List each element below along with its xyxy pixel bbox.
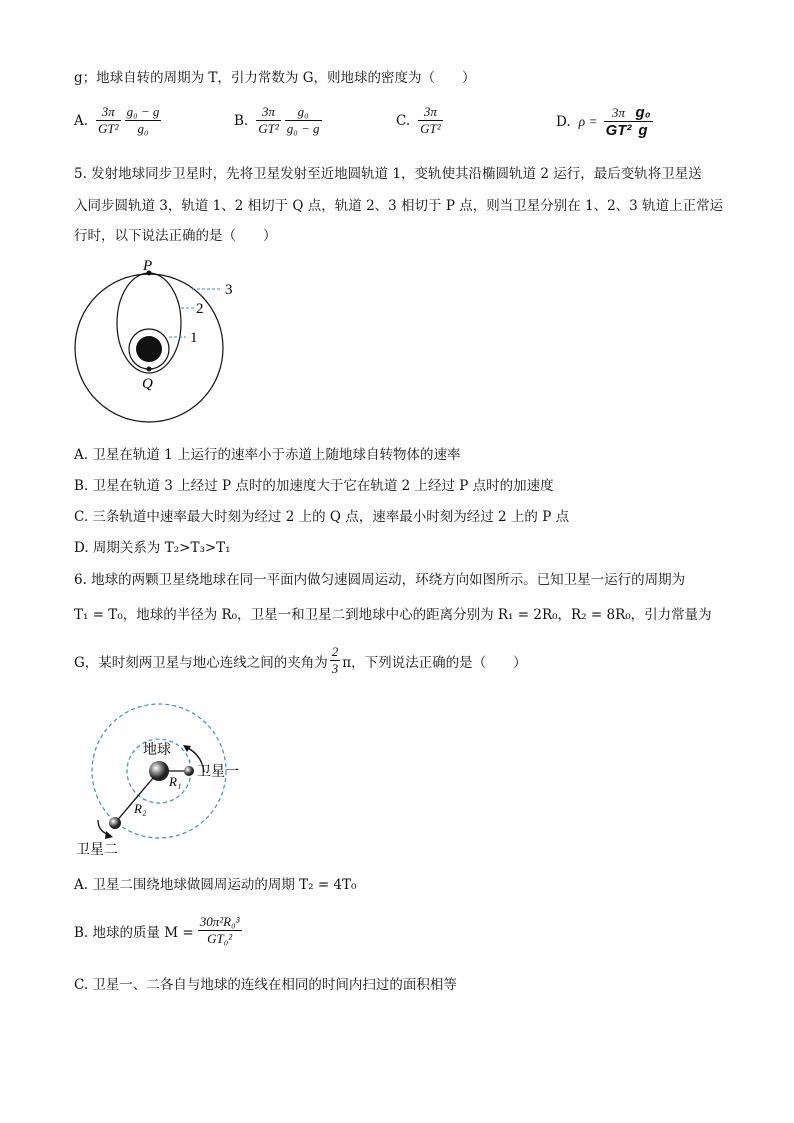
q5-option-b[interactable]: B. 卫星在轨道 3 上经过 P 点时的加速度大于它在轨道 2 上经过 P 点时的加速度 <box>74 478 554 494</box>
q6-satellite-figure <box>70 700 260 860</box>
q6-option-b[interactable]: B. 地球的质量 M = $\frac{\text{30π²R₀³}}{\text{GT₀²}}$ <box>74 914 240 946</box>
label-earth: 地球 <box>143 743 171 758</box>
q5-orbit-figure <box>66 252 256 428</box>
label-r1: R₁ <box>169 774 182 789</box>
q4-option-a[interactable]: A. $\frac{3\pi}{\text{GT²}}$ $\frac{\text{g₀ − g}}{\text{g₀}}$ <box>74 104 160 136</box>
point-q <box>147 367 152 372</box>
label-r2: R₂ <box>134 801 147 816</box>
label-p: P <box>143 258 153 274</box>
q4-option-c[interactable]: C. $\frac{3\pi}{\text{GT²}}$ <box>396 104 441 136</box>
earth-disk <box>136 336 162 362</box>
q5-stem-line2: 入同步圆轨道 3，轨道 1、2 相切于 Q 点，轨道 2、3 相切于 P 点，则当卫星分别在 1、2、3 轨道上正常运 <box>74 198 724 214</box>
satellite-two <box>109 817 121 829</box>
q6-option-c[interactable]: C. 卫星一、二各自与地球的连线在相同的时间内扫过的面积相等 <box>74 977 457 993</box>
q5-stem-line1: 5. 发射地球同步卫星时，先将卫星发射至近地圆轨道 1，变轨使其沿椭圆轨道 2 运行，最后变轨将卫星送 <box>74 166 702 182</box>
label-1: 1 <box>190 330 198 346</box>
label-2: 2 <box>196 301 204 317</box>
q5-stem-line3: 行时，以下说法正确的是（ ） <box>74 228 277 244</box>
satellite-one <box>184 766 194 776</box>
q5-option-c[interactable]: C. 三条轨道中速率最大时刻为经过 2 上的 Q 点，速率最小时刻为经过 2 上的 P 点 <box>74 509 570 525</box>
label-q: Q <box>142 376 153 392</box>
q4-option-b[interactable]: B. $\frac{3\pi}{\text{GT²}}$ $\frac{\text{g₀}}{\text{g₀ − g}}$ <box>234 104 320 136</box>
q5-option-a[interactable]: A. 卫星在轨道 1 上运行的速率小于赤道上随地球自转物体的速率 <box>74 447 461 463</box>
q4-option-d[interactable]: D. ρ = $\frac{3\pi}{\text{GT²}}$ $\frac{\text{g₀}}{g}$ <box>556 104 651 139</box>
q6-option-a[interactable]: A. 卫星二围绕地球做圆周运动的周期 T₂ = 4T₀ <box>74 877 357 893</box>
label-sat2: 卫星二 <box>76 843 118 858</box>
label-sat1: 卫星一 <box>197 765 239 780</box>
q4-stem-tail: g；地球自转的周期为 T，引力常数为 G，则地球的密度为（ ） <box>74 70 476 86</box>
q6-stem-line2: T₁ = T₀，地球的半径为 R₀，卫星一和卫星二到地球中心的距离分别为 R₁ = 2R₀，R₂ = 8R₀，引力常量为 <box>74 607 712 623</box>
label-3: 3 <box>225 282 233 298</box>
q5-option-d[interactable]: D. 周期关系为 T₂>T₃>T₁ <box>74 540 231 556</box>
earth-ball <box>149 761 169 781</box>
q6-stem-line3: G，某时刻两卫星与地心连线之间的夹角为 $\frac{2}{3}$ π，下列说法正确的是（ ） <box>74 644 527 676</box>
q6-stem-line1: 6. 地球的两颗卫星绕地球在同一平面内做匀速圆周运动，环绕方向如图所示。已知卫星一运行的周期为 <box>74 572 686 588</box>
